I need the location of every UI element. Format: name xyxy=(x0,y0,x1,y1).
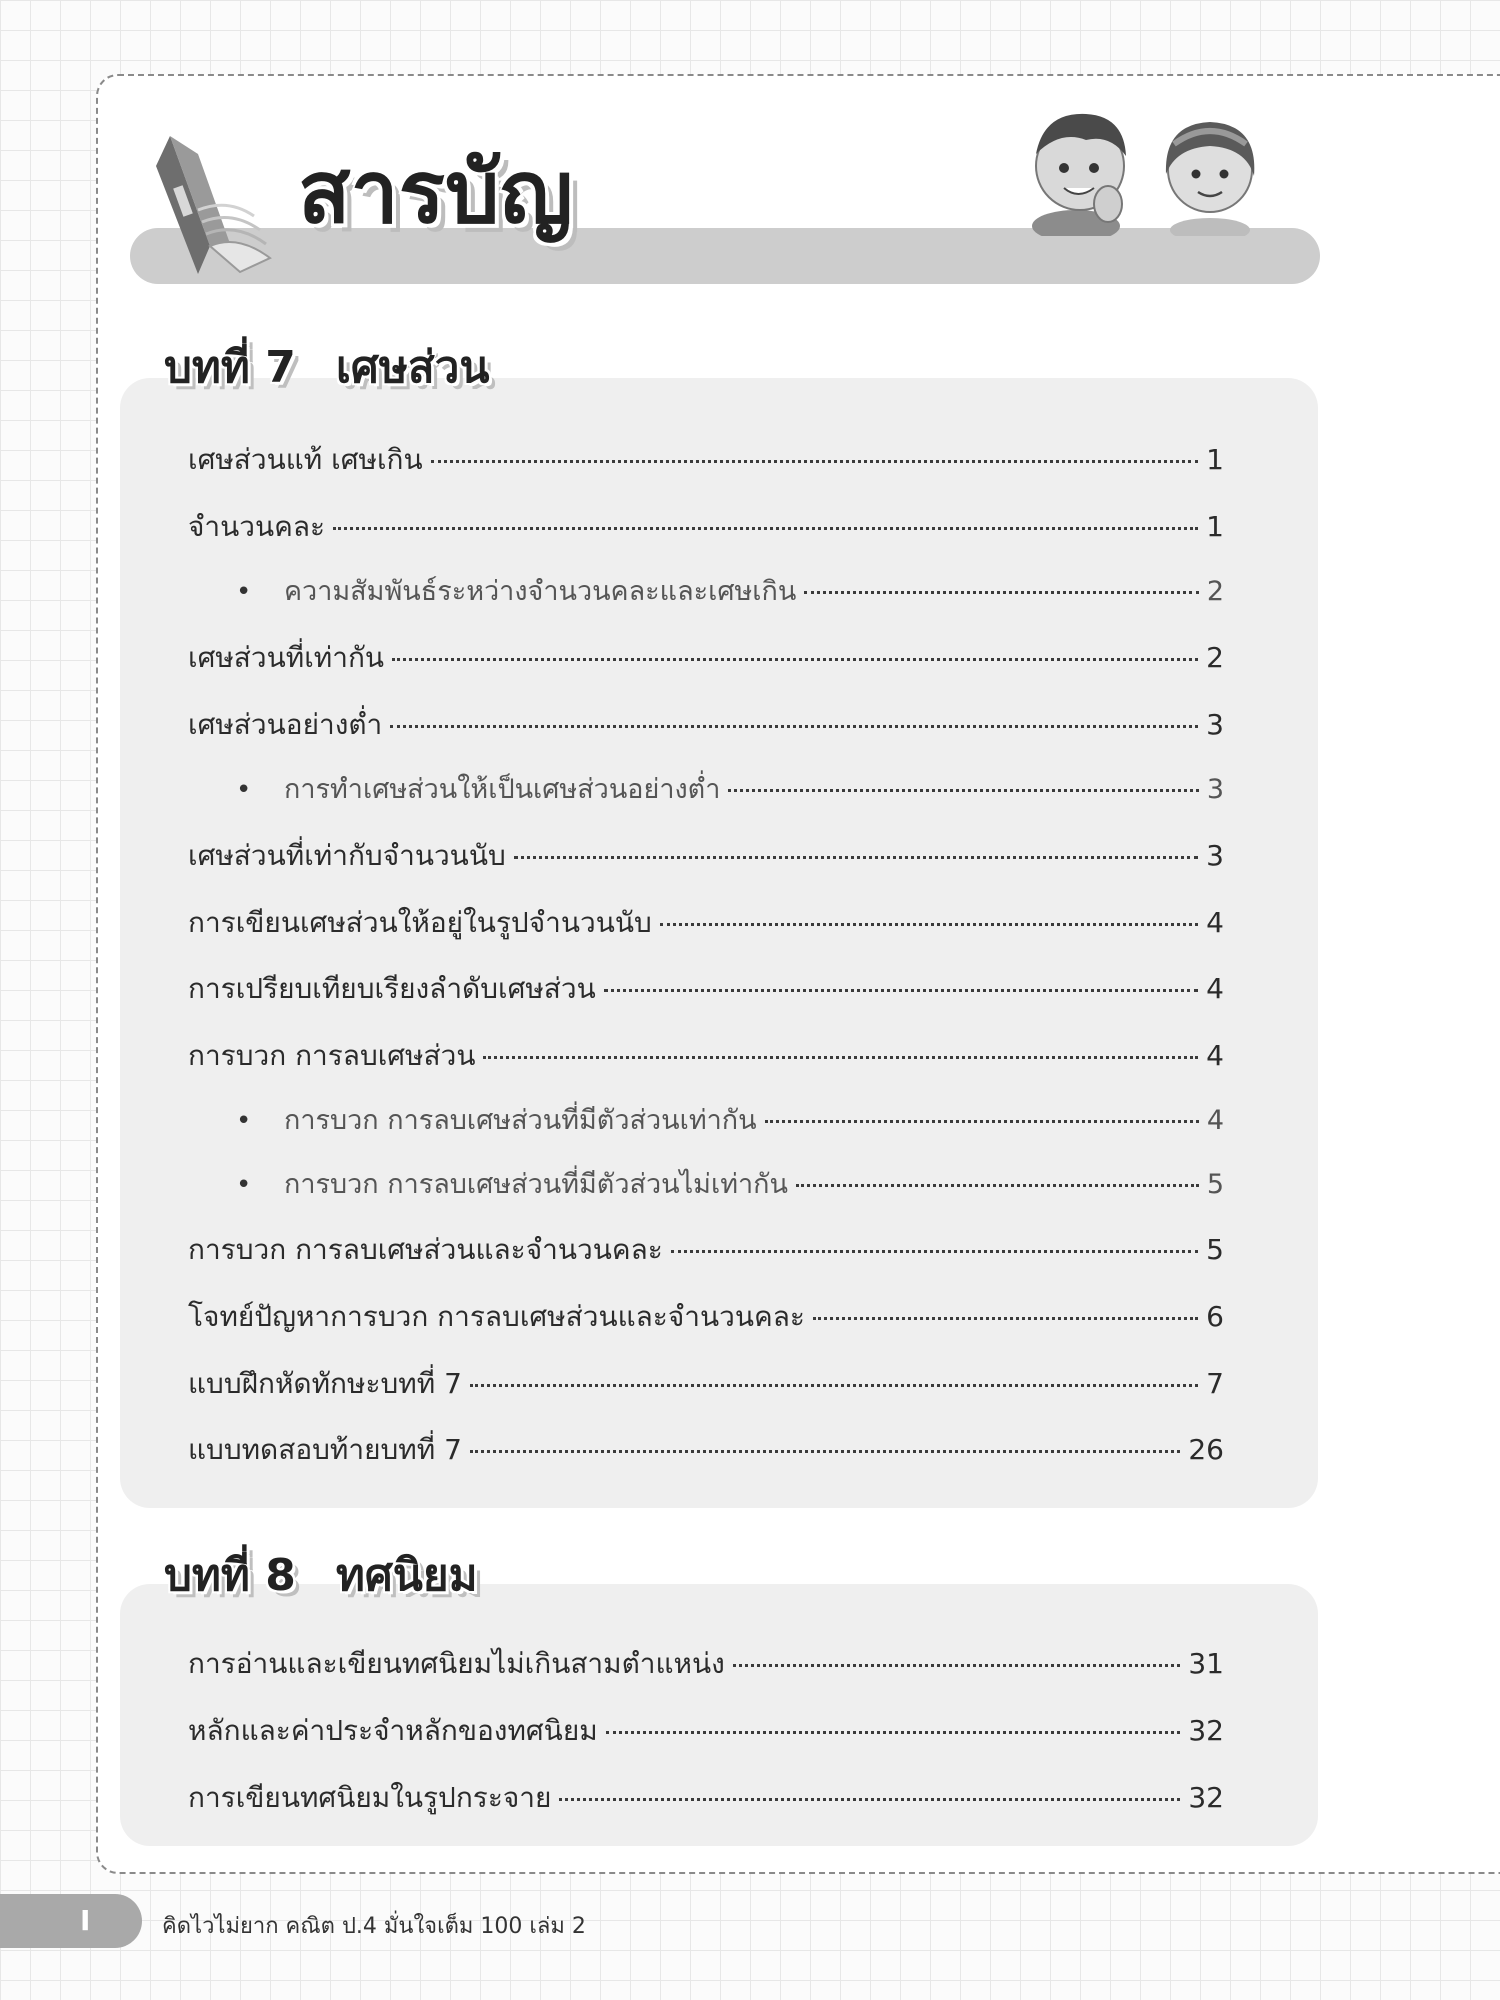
dot-leader xyxy=(604,989,1198,992)
toc-entry[interactable] xyxy=(188,438,1224,478)
footer-tab xyxy=(0,1894,142,1948)
toc-entry-page: 32 xyxy=(1188,1714,1224,1747)
toc-entry-page: 5 xyxy=(1206,1233,1224,1266)
toc-entry-page: 2 xyxy=(1206,576,1224,607)
toc-entry-label: แบบฝึกหัดทักษะบทที่ 7 xyxy=(188,1367,462,1400)
toc-entry-page: 4 xyxy=(1206,972,1224,1005)
toc-entry[interactable] xyxy=(188,834,1224,874)
toc-entry-page: 3 xyxy=(1206,708,1224,741)
toc-entry-page: 2 xyxy=(1206,641,1224,674)
toc-entry-page: 26 xyxy=(1188,1433,1224,1466)
chapter-number: บทที่ 7 xyxy=(164,342,296,393)
toc-entry-page: 1 xyxy=(1206,443,1224,476)
toc-entry[interactable] xyxy=(188,1642,1224,1682)
chapter-number: บทที่ 8 xyxy=(164,1550,296,1601)
dot-leader xyxy=(390,725,1198,728)
toc-entry[interactable] xyxy=(188,967,1224,1007)
toc-entry-label: การเขียนเศษส่วนให้อยู่ในรูปจำนวนนับ xyxy=(188,906,652,939)
dot-leader xyxy=(728,789,1198,792)
footer-book-title: คิดไวไม่ยาก คณิต ป.4 มั่นใจเต็ม 100 เล่ม 2 xyxy=(162,1914,586,1939)
bullet-icon xyxy=(236,1105,284,1136)
dot-leader xyxy=(813,1317,1198,1320)
toc-entry-label: โจทย์ปัญหาการบวก การลบเศษส่วนและจำนวนคละ xyxy=(188,1300,805,1333)
toc-entry-page: 3 xyxy=(1206,774,1224,805)
dot-leader xyxy=(796,1184,1199,1187)
chapter-heading-7 xyxy=(164,342,490,393)
children-illustration xyxy=(1014,104,1294,236)
toc-entry-label: เศษส่วนที่เท่ากับจำนวนนับ xyxy=(188,839,506,872)
dot-leader xyxy=(431,460,1199,463)
toc-entry[interactable] xyxy=(188,1228,1224,1268)
toc-entry-label: เศษส่วนที่เท่ากัน xyxy=(188,641,385,674)
chapter-name: เศษส่วน xyxy=(335,342,490,393)
toc-subentry[interactable] xyxy=(236,767,1224,807)
dot-leader xyxy=(765,1120,1199,1123)
toc-entry-label: เศษส่วนแท้ เศษเกิน xyxy=(188,443,423,476)
dot-leader xyxy=(392,658,1198,661)
toc-entry[interactable] xyxy=(188,1709,1224,1749)
toc-entry[interactable] xyxy=(188,505,1224,545)
toc-entry-page: 4 xyxy=(1206,1039,1224,1072)
toc-entry-label: เศษส่วนอย่างต่ำ xyxy=(188,708,383,741)
dot-leader xyxy=(470,1450,1180,1453)
toc-entry[interactable] xyxy=(188,901,1224,941)
toc-entry-label: การเปรียบเทียบเรียงลำดับเศษส่วน xyxy=(188,972,596,1005)
dot-leader xyxy=(660,923,1198,926)
toc-entry-page: 3 xyxy=(1206,839,1224,872)
toc-entry-page: 1 xyxy=(1206,510,1224,543)
bullet-icon xyxy=(236,1169,284,1200)
toc-entry-page: 4 xyxy=(1206,1105,1224,1136)
toc-entry-label: การเขียนทศนิยมในรูปกระจาย xyxy=(188,1781,552,1814)
toc-entry-page: 31 xyxy=(1188,1647,1224,1680)
dot-leader xyxy=(733,1664,1181,1667)
toc-subentry[interactable] xyxy=(236,569,1224,609)
toc-entry-label: การบวก การลบเศษส่วนและจำนวนคละ xyxy=(188,1233,663,1266)
toc-entry-page: 4 xyxy=(1206,906,1224,939)
toc-entry-label: แบบทดสอบท้ายบทที่ 7 xyxy=(188,1433,462,1466)
toc-entry-label: จำนวนคละ xyxy=(188,510,326,543)
bullet-icon xyxy=(236,576,284,607)
dot-leader xyxy=(559,1798,1180,1801)
toc-entry-label: ความสัมพันธ์ระหว่างจำนวนคละและเศษเกิน xyxy=(284,576,797,607)
toc-entry-page: 32 xyxy=(1188,1781,1224,1814)
toc-subentry[interactable] xyxy=(236,1098,1224,1138)
dot-leader xyxy=(514,856,1198,859)
toc-entry-page: 6 xyxy=(1206,1300,1224,1333)
chapter-name: ทศนิยม xyxy=(335,1550,478,1601)
dot-leader xyxy=(671,1250,1198,1253)
toc-entry-label: การบวก การลบเศษส่วนที่มีตัวส่วนไม่เท่ากัน xyxy=(284,1169,788,1200)
toc-entry-label: การอ่านและเขียนทศนิยมไม่เกินสามตำแหน่ง xyxy=(188,1647,725,1680)
toc-entry[interactable] xyxy=(188,1428,1224,1468)
dot-leader xyxy=(333,527,1198,530)
toc-entry[interactable] xyxy=(188,1362,1224,1402)
toc-entry[interactable] xyxy=(188,703,1224,743)
toc-entry-label: การทำเศษส่วนให้เป็นเศษส่วนอย่างต่ำ xyxy=(284,774,721,805)
toc-entry[interactable] xyxy=(188,1034,1224,1074)
toc-entry-page: 7 xyxy=(1206,1367,1224,1400)
toc-entry-label: การบวก การลบเศษส่วนที่มีตัวส่วนเท่ากัน xyxy=(284,1105,757,1136)
dot-leader xyxy=(470,1384,1198,1387)
toc-entry-label: การบวก การลบเศษส่วน xyxy=(188,1039,476,1072)
toc-entry[interactable] xyxy=(188,1776,1224,1816)
toc-entry-label: หลักและค่าประจำหลักของทศนิยม xyxy=(188,1714,598,1747)
page-title: สารบัญ xyxy=(298,143,573,243)
bullet-icon xyxy=(236,774,284,805)
chapter-heading-8 xyxy=(164,1550,478,1601)
toc-entry-page: 5 xyxy=(1206,1169,1224,1200)
dot-leader xyxy=(606,1731,1181,1734)
toc-subentry[interactable] xyxy=(236,1162,1224,1202)
footer-page-number: I xyxy=(80,1904,91,1937)
toc-entry[interactable] xyxy=(188,636,1224,676)
toc-entry[interactable] xyxy=(188,1295,1224,1335)
dot-leader xyxy=(483,1056,1198,1059)
dot-leader xyxy=(804,591,1198,594)
open-book-icon xyxy=(148,126,278,276)
